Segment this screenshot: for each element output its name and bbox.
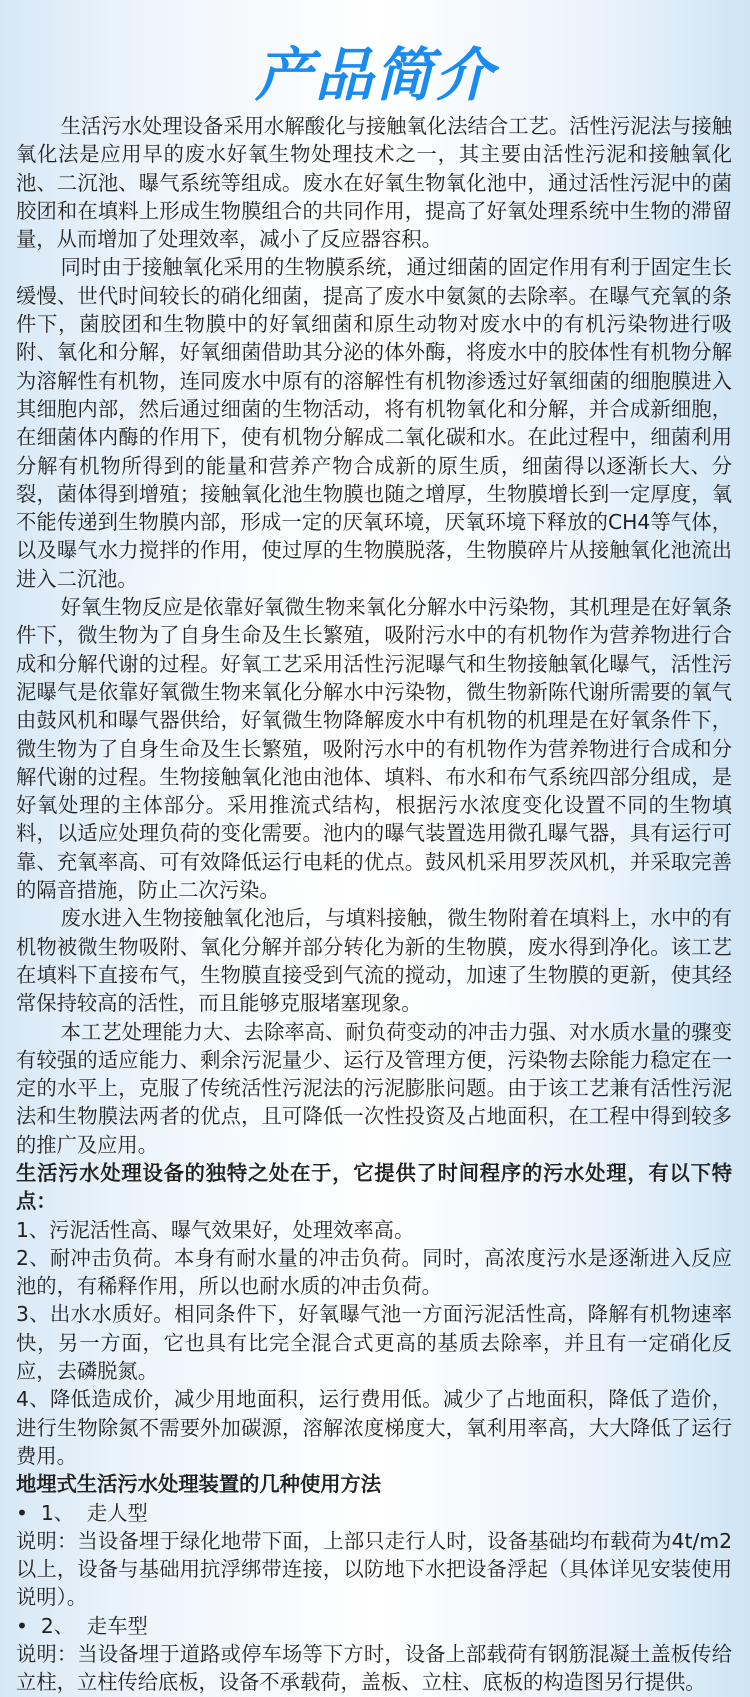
paragraph: 废水进入生物接触氧化池后，与填料接触，微生物附着在填料上，水中的有机物被微生物吸附、氧化分解并部分转化为新的生物膜，废水得到净化。该工艺在填料下直接布气，生物膜直接受到气流的搅动，加速了生物膜的更新，使其经常保持较高的活性，而且能够克服堵塞现象。 (16, 906, 732, 1016)
article-body (16, 112, 732, 1697)
paragraph: 好氧生物反应是依靠好氧微生物来氧化分解水中污染物，其机理是在好氧条件下，微生物为了自身生命及生长繁殖，吸附污水中的有机物作为营养物进行合成和分解代谢的过程。好氧工艺采用活性污泥曝气和生物接触氧化曝气，活性污泥曝气是依靠好氧微生物来氧化分解水中污染物，微生物新陈代谢所需要的氧气由鼓风机和曝气器供给，好氧微生物降解废水中有机物的机理是在好氧条件下，微生物为了自身生命及生长繁殖，吸附污水中的有机物作为营养物进行合成和分解代谢的过程。生物接触氧化池由池体、填料、布水和布气系统四部分组成，是好氧处理的主体部分。采用推流式结构，根据污水浓度变化设置不同的生物填料，以适应处理负荷的变化需要。池内的曝气装置选用微孔曝气器，具有运行可靠、充氧率高、可有效降低运行电耗的优点。鼓风机采用罗茨风机，并采取完善的隔音措施，防止二次污染。 (16, 595, 732, 903)
page-title: 产品简介 (254, 41, 495, 109)
usage-item-title: • 2、 走车型 (16, 1613, 148, 1638)
usage-item-title: • 1、 走人型 (16, 1500, 148, 1525)
feature-item: 4、降低造成价，减少用地面积，运行费用低。减少了占地面积，降低了造价，进行生物除氮不需要外加碳源，溶解浓度梯度大，氧利用率高，大大降低了运行费用。 (16, 1387, 732, 1468)
paragraph: 本工艺处理能力大、去除率高、耐负荷变动的冲击力强、对水质水量的骤变有较强的适应能力、剩余污泥量少、运行及管理方便，污染物去除能力稳定在一定的水平上，克服了传统活性污泥法的污泥膨胀问题。由于该工艺兼有活性污泥法和生物膜法两者的优点，且可降低一次性投资及占地面积，在工程中得到较多的推广及应用。 (16, 1019, 732, 1157)
feature-item: 3、出水水质好。相同条件下，好氧曝气池一方面污泥活性高，降解有机物速率快，另一方面，它也具有比完全混合式更高的基质去除率，并且有一定硝化反应，去磷脱氮。 (16, 1302, 732, 1384)
usage-item-desc: 说明：当设备埋于道路或停车场等下方时，设备上部载荷有钢筋混凝土盖板传给立柱，立柱传给底板，设备不承载荷，盖板、立柱、底板的构造图另行提供。 (16, 1642, 732, 1695)
feature-item: 2、耐冲击负荷。本身有耐水量的冲击负荷。同时，高浓度污水是逐渐进入反应池的，有稀释作用，所以也耐水质的冲击负荷。 (16, 1245, 732, 1299)
feature-item: 1、污泥活性高、曝气效果好，处理效率高。 (16, 1217, 415, 1242)
paragraph: 生活污水处理设备采用水解酸化与接触氧化法结合工艺。活性污泥法与接触氧化法是应用早的废水好氧生物处理技术之一，其主要由活性污泥和接触氧化池、二沉池、曝气系统等组成。废水在好氧生物氧化池中，通过活性污泥中的菌胶团和在填料上形成生物膜组合的共同作用，提高了好氧处理系统中生物的滞留量，从而增加了处理效率，减小了反应器容积。 (16, 114, 732, 252)
paragraph: 同时由于接触氧化采用的生物膜系统，通过细菌的固定作用有利于固定生长缓慢、世代时间较长的硝化细菌，提高了废水中氨氮的去除率。在曝气充氧的条件下，菌胶团和生物膜中的好氧细菌和原生动物对废水中的有机污染物进行吸附、氧化和分解，好氧细菌借助其分泌的体外酶，将废水中的胶体性有机物分解为溶解性有机物，连同废水中原有的溶解性有机物渗透过好氧细菌的细胞膜进入其细胞内部，然后通过细菌的生物活动，将有机物氧化和分解，并合成新细胞，在细菌体内酶的作用下，使有机物分解成二氧化碳和水。在此过程中，细菌利用分解有机物所得到的能量和营养产物合成新的原生质，细菌得以逐渐长大、分裂，菌体得到增殖；接触氧化池生物膜也随之增厚，生物膜增长到一定厚度，氧不能传递到生物膜内部，形成一定的厌氧环境，厌氧环境下释放的CH4等气体，以及曝气水力搅拌的作用，使过厚的生物膜脱落，生物膜碎片从接触氧化池流出进入二沉池。 (16, 255, 732, 591)
usage-heading: 地埋式生活污水处理装置的几种使用方法 (16, 1472, 382, 1497)
features-heading: 生活污水处理设备的独特之处在于，它提供了时间程序的污水处理，有以下特点： (16, 1160, 732, 1214)
usage-item-desc: 说明：当设备埋于绿化地带下面，上部只走行人时，设备基础均布载荷为4t/m2以上，设备与基础用抗浮绑带连接，以防地下水把设备浮起（具体详见安装使用说明）。 (16, 1528, 732, 1610)
